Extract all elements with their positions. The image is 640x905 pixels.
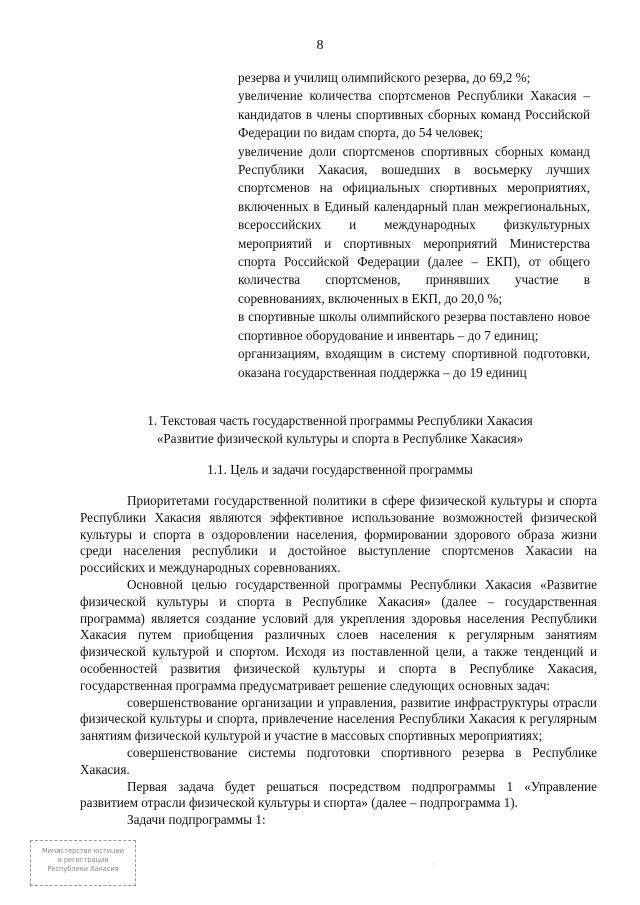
body-paragraph: Приоритетами государственной политики в сфере физической культуры и спорта Республики Хакасия являются эффективное использование возможностей физической культуры и спорта в оздоровлении населения, формировании здорового образа жизни среди населения республики и достойное выступление спортсменов Хакасии на российских и международных соревнованиях. [80, 493, 597, 576]
registration-stamp [30, 840, 136, 886]
outcome-paragraph: резерва и училищ олимпийского резерва, до 69,2 %; [238, 70, 531, 85]
subsection-heading: 1.1. Цель и задачи государственной программы [207, 462, 473, 477]
section-heading-line: 1. Текстовая часть государственной программы Республики Хакасия [147, 413, 533, 428]
scan-mark: · [432, 860, 435, 870]
body-paragraph: Задачи подпрограммы 1: [127, 812, 266, 828]
section-heading [80, 412, 600, 449]
outcome-paragraph: в спортивные школы олимпийского резерва поставлено новое спортивное оборудование и инвентарь – до 7 единиц; [238, 309, 590, 343]
stamp-line: Министерство юстиции [41, 847, 125, 855]
outcome-paragraph: организациям, входящим в систему спортивной подготовки, оказана государственная поддержка – до 19 единиц [238, 346, 590, 380]
outcomes-column [238, 69, 590, 382]
page-number: 8 [316, 38, 324, 53]
body-paragraph: Основной целью государственной программы Республики Хакасия «Развитие физической культуры и спорта в Республике Хакасия» (далее – государственная программа) является создание условий для укрепления здоровья населения Республики Хакасия путем приобщения различных слоев населения к регулярным занятиям физической культурой и спортом. Исходя из поставленной цели, а также тенденций и особенностей развития физической культуры и спорта в Республике Хакасия, государственная программа предусматривает решение следующих основных задач: [80, 576, 597, 693]
body-paragraph: Первая задача будет решаться посредством подпрограммы 1 «Управление развитием отрасли физической культуры и спорта» (далее – подпрограмма 1). [80, 778, 597, 811]
stamp-line: и регистрации [57, 856, 109, 864]
body-paragraph: совершенствование организации и управления, развитие инфраструктуры отрасли физической культуры и спорта, привлечение населения Республики Хакасия к регулярным занятиям физической культурой и участие в массовых спортивных мероприятиях; [80, 694, 597, 744]
section-heading-line: «Развитие физической культуры и спорта в Республике Хакасия» [156, 431, 524, 447]
body-text [80, 493, 597, 829]
body-paragraph: совершенствование системы подготовки спортивного резерва в Республике Хакасия. [80, 744, 597, 777]
outcome-paragraph: увеличение доли спортсменов спортивных сборных команд Республики Хакасия, вошедших в восьмерку лучших спортсменов на официальных спортивных мероприятиях, включенных в Единый календарный план межрегиональных, всероссийских и международных физкультурных мероприятий и спортивных мероприятий Министерства спорта Российской Федерации (далее – ЕКП), от общего количества спортсменов, принявших участие в соревнованиях, включенных в ЕКП, до 20,0 %; [238, 143, 590, 306]
outcome-paragraph: увеличение количества спортсменов Республики Хакасия – кандидатов в члены спортивных сборных команд Российской Федерации по видам спорта, до 54 человек; [238, 88, 590, 141]
stamp-line: Республики Хакасия [47, 865, 119, 873]
